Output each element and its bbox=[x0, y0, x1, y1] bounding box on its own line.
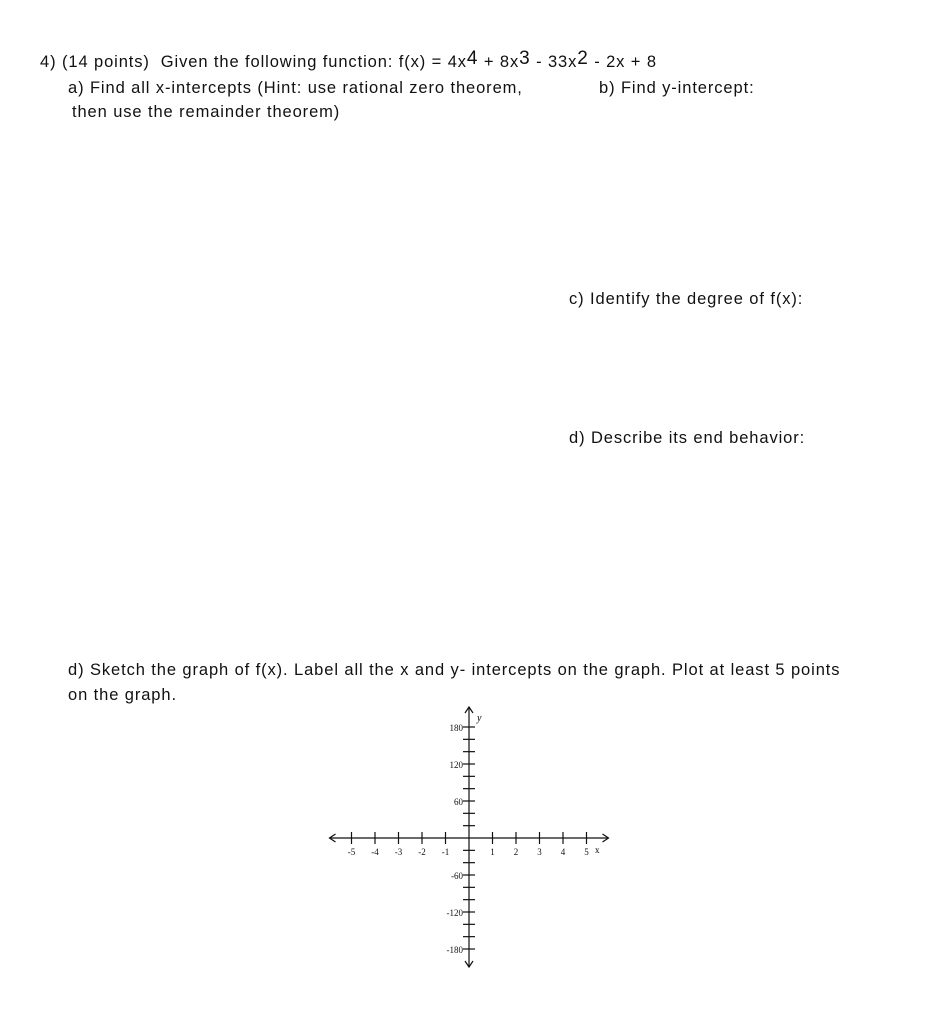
part-a-line2: then use the remainder theorem) bbox=[72, 103, 341, 121]
x-tick-label: 5 bbox=[584, 847, 589, 857]
y-axis-label: y bbox=[477, 713, 482, 724]
x-tick-label: -2 bbox=[418, 847, 426, 857]
x-tick-label: 4 bbox=[560, 847, 566, 857]
x-tick-label: -5 bbox=[347, 847, 356, 857]
x-tick-label: -1 bbox=[441, 847, 450, 857]
part-a-line1: a) Find all x-intercepts (Hint: use rational zero theorem, bbox=[68, 79, 523, 97]
x-tick-label: 1 bbox=[490, 847, 495, 857]
y-tick-label: 60 bbox=[454, 797, 463, 807]
part-d-end-behavior: d) Describe its end behavior: bbox=[569, 429, 806, 447]
problem-number: 4) bbox=[40, 53, 57, 71]
x-tick-label: 2 bbox=[513, 847, 519, 857]
problem-intro: Given the following function: bbox=[160, 53, 394, 71]
y-tick-label: -120 bbox=[446, 908, 463, 918]
y-tick-label: 120 bbox=[449, 760, 463, 770]
part-b: b) Find y-intercept: bbox=[599, 79, 755, 97]
part-d-sketch-line1: d) Sketch the graph of f(x). Label all the x and y- intercepts on the graph. Plot at least 5 points bbox=[68, 661, 841, 679]
y-tick-label: -180 bbox=[446, 945, 463, 955]
x-tick-label: -4 bbox=[371, 847, 379, 857]
x-tick-label: -3 bbox=[394, 847, 403, 857]
x-axis-label: x bbox=[595, 845, 600, 855]
problem-points: (14 points) bbox=[61, 53, 150, 71]
part-d-sketch-line2: on the graph. bbox=[68, 686, 177, 704]
part-c: c) Identify the degree of f(x): bbox=[569, 290, 804, 308]
y-tick-label: 180 bbox=[449, 723, 463, 733]
x-tick-label: 3 bbox=[537, 847, 542, 857]
y-tick-label: -60 bbox=[451, 871, 463, 881]
function-expression: $f(x) = 4x^4 + 8x^3 - 33x^2 - 2x + 8$ bbox=[398, 48, 657, 71]
